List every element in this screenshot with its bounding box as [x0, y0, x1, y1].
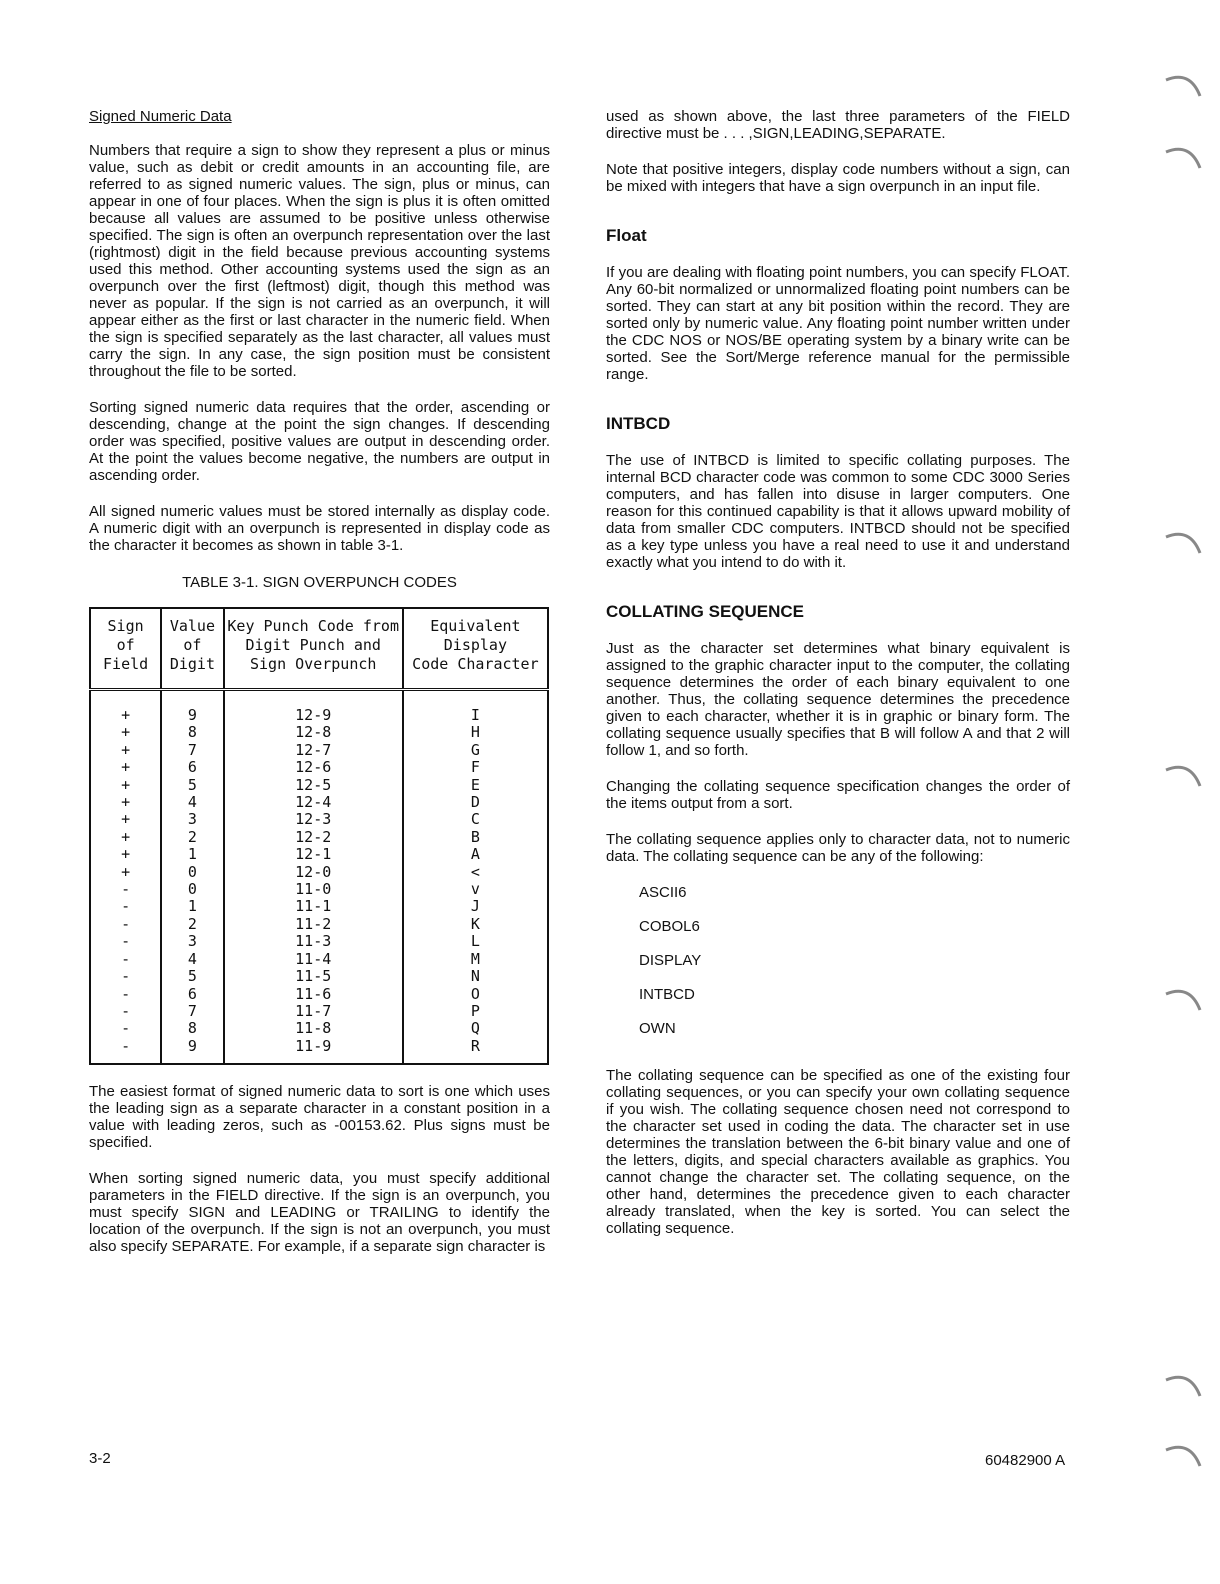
- table-cell: 11-4: [224, 951, 403, 968]
- sign-overpunch-table: [89, 607, 549, 1065]
- table-row: [90, 759, 548, 776]
- table-row: [90, 829, 548, 846]
- table-cell: +: [121, 775, 131, 794]
- collating-sequence-heading: COLLATING SEQUENCE: [606, 602, 805, 621]
- table-row: [90, 881, 548, 898]
- table-cell: 12-2: [224, 829, 403, 846]
- table-cell: N: [403, 968, 548, 985]
- table-row: [90, 951, 548, 968]
- table-cell: +: [121, 793, 131, 812]
- table-cell: +: [121, 740, 131, 759]
- table-cell: F: [403, 759, 548, 776]
- table-header-cell: Key Punch Code from Digit Punch and Sign Overpunch: [224, 608, 403, 690]
- table-caption: TABLE 3-1. SIGN OVERPUNCH CODES: [182, 574, 457, 591]
- table-cell: 1: [161, 846, 223, 863]
- table-cell: 11-3: [224, 933, 403, 950]
- table-header-cell: Equivalent Display Code Character: [403, 608, 548, 690]
- table-cell: -: [121, 1036, 131, 1055]
- table-cell: 12-0: [224, 864, 403, 881]
- paragraph: All signed numeric values must be stored internally as display code. A numeric digit with an overpunch is represented in display code as the character it becomes as shown in table 3-1.: [89, 503, 550, 554]
- float-heading: Float: [606, 226, 647, 245]
- table-header-cell: Sign of Field: [90, 608, 161, 690]
- table-cell: 11-1: [224, 898, 403, 915]
- page-number: 3-2: [89, 1450, 111, 1467]
- table-cell: -: [121, 967, 131, 986]
- table-cell: 3: [161, 811, 223, 828]
- table-cell: 4: [161, 794, 223, 811]
- binder-hole-mark: [1160, 758, 1204, 802]
- binder-hole-mark: [1160, 140, 1204, 184]
- table-cell: 6: [161, 986, 223, 1003]
- table-cell: E: [403, 777, 548, 794]
- table-header-row: [90, 608, 548, 690]
- table-cell: -: [121, 1001, 131, 1020]
- table-cell: 5: [161, 968, 223, 985]
- table-cell: 12-8: [224, 724, 403, 741]
- list-item: INTBCD: [639, 986, 695, 1003]
- table-row: [90, 898, 548, 915]
- table-cell: +: [121, 758, 131, 777]
- table-cell: 4: [161, 951, 223, 968]
- paragraph: used as shown above, the last three parameters of the FIELD directive must be . . . ,SIGN,LEADING,SEPARATE.: [606, 108, 1070, 142]
- table-cell: K: [403, 916, 548, 933]
- table-cell: P: [403, 1003, 548, 1020]
- table-cell: 11-0: [224, 881, 403, 898]
- intbcd-heading: INTBCD: [606, 414, 671, 433]
- paragraph: The collating sequence applies only to character data, not to numeric data. The collating sequence can be any of the following:: [606, 831, 1070, 865]
- table-row: [90, 1038, 548, 1064]
- paragraph: The collating sequence can be specified as one of the existing four collating sequences, or you can specify your own collating sequence if you wish. The collating sequence chosen need not correspond to the character set used in coding the data. The character set in use determines the translation between the 6-bit binary value and one of the letters, digits, and special characters available as graphics. You cannot change the character set. The collating sequence, on the other hand, determines the precedence given to each character already translated, when the key is sorted. You can select the collating sequence.: [606, 1067, 1070, 1237]
- table-cell: -: [121, 984, 131, 1003]
- table-header-cell: Value of Digit: [161, 608, 223, 690]
- table-cell: +: [121, 827, 131, 846]
- table-row: [90, 916, 548, 933]
- table-cell: +: [121, 723, 131, 742]
- table-cell: 11-8: [224, 1020, 403, 1037]
- table-cell: -: [121, 949, 131, 968]
- table-row: [90, 742, 548, 759]
- table-cell: J: [403, 898, 548, 915]
- table-cell: 12-5: [224, 777, 403, 794]
- right-column: [606, 108, 1070, 1256]
- table-cell: +: [121, 810, 131, 829]
- table-cell: 11-9: [224, 1038, 403, 1064]
- paragraph: The use of INTBCD is limited to specific collating purposes. The internal BCD character code was common to some CDC 3000 Series computers, and has fallen into disuse in larger computers. One reason for this continued capability is that it allows upward mobility of data from smaller CDC computers. INTBCD should not be specified as a key type unless you have a real need to use it and understand exactly what you intend to do with it.: [606, 452, 1070, 571]
- table-cell: 9: [161, 690, 223, 725]
- table-cell: 12-7: [224, 742, 403, 759]
- table-cell: 12-9: [224, 690, 403, 725]
- table-cell: -: [121, 1019, 131, 1038]
- table-cell: +: [121, 845, 131, 864]
- table-cell: B: [403, 829, 548, 846]
- paragraph: Sorting signed numeric data requires that the order, ascending or descending, change at the point the sign changes. If descending order was specified, positive values are output in descending order. At the point the values become negative, the numbers are output in ascending order.: [89, 399, 550, 484]
- table-cell: G: [403, 742, 548, 759]
- table-cell: 12-3: [224, 811, 403, 828]
- section-heading: Signed Numeric Data: [89, 108, 232, 125]
- table-cell: C: [403, 811, 548, 828]
- paragraph: Note that positive integers, display code numbers without a sign, can be mixed with integers that have a sign overpunch in an input file.: [606, 161, 1070, 195]
- paragraph: The easiest format of signed numeric data to sort is one which uses the leading sign as a separate character in a constant position in a value with leading zeros, such as -00153.62. Plus signs must be specified.: [89, 1083, 550, 1152]
- table-cell: 12-1: [224, 846, 403, 863]
- collating-sequence-list: [639, 884, 1070, 1037]
- table-cell: v: [403, 881, 548, 898]
- table-cell: D: [403, 794, 548, 811]
- paragraph: When sorting signed numeric data, you must specify additional parameters in the FIELD directive. If the sign is an overpunch, you must specify SIGN and LEADING or TRAILING to identify the location of the overpunch. If the sign is not an overpunch, you must also specify SEPARATE. For example, if a separate sign character is: [89, 1170, 550, 1256]
- table-cell: 0: [161, 881, 223, 898]
- binder-hole-mark: [1160, 525, 1204, 569]
- binder-hole-mark: [1160, 68, 1204, 112]
- binder-hole-mark: [1160, 1368, 1204, 1412]
- table-row: [90, 986, 548, 1003]
- table-cell: 2: [161, 829, 223, 846]
- table-cell: 11-5: [224, 968, 403, 985]
- table-row: [90, 690, 548, 725]
- table-cell: 12-4: [224, 794, 403, 811]
- table-cell: <: [403, 864, 548, 881]
- table-cell: 0: [161, 864, 223, 881]
- table-cell: Q: [403, 1020, 548, 1037]
- table-row: [90, 846, 548, 863]
- table-cell: 6: [161, 759, 223, 776]
- table-cell: +: [121, 706, 131, 724]
- table-row: [90, 794, 548, 811]
- table-row: [90, 968, 548, 985]
- document-number: 60482900 A: [985, 1452, 1066, 1469]
- table-cell: I: [403, 690, 548, 725]
- table-cell: 11-6: [224, 986, 403, 1003]
- table-cell: 11-7: [224, 1003, 403, 1020]
- table-cell: 12-6: [224, 759, 403, 776]
- table-row: [90, 933, 548, 950]
- table-row: [90, 864, 548, 881]
- table-cell: 8: [161, 724, 223, 741]
- table-body: [90, 690, 548, 1065]
- table-cell: R: [403, 1038, 548, 1064]
- table-cell: 2: [161, 916, 223, 933]
- table-row: [90, 1020, 548, 1037]
- table-row: [90, 724, 548, 741]
- paragraph: Changing the collating sequence specification changes the order of the items output from a sort.: [606, 778, 1070, 812]
- table-row: [90, 777, 548, 794]
- table-cell: 7: [161, 1003, 223, 1020]
- table-cell: -: [121, 914, 131, 933]
- table-cell: M: [403, 951, 548, 968]
- table-row: [90, 1003, 548, 1020]
- left-column: [89, 108, 550, 1274]
- table-cell: O: [403, 986, 548, 1003]
- table-cell: -: [121, 897, 131, 916]
- paragraph: If you are dealing with floating point numbers, you can specify FLOAT. Any 60-bit normalized or unnormalized floating point numbers can be sorted. They can start at any bit position within the record. They are sorted only by numeric value. Any floating point number written under the CDC NOS or NOS/BE operating system by a binary write can be sorted. See the Sort/Merge reference manual for the permissible range.: [606, 264, 1070, 383]
- table-cell: 8: [161, 1020, 223, 1037]
- binder-hole-mark: [1160, 1438, 1204, 1482]
- list-item: DISPLAY: [639, 952, 702, 969]
- table-cell: 3: [161, 933, 223, 950]
- paragraph: Just as the character set determines what binary equivalent is assigned to the graphic character input to the computer, the collating sequence determines the order of each binary equivalent to one another. Thus, the collating sequence determines the precedence given to each character, whether it is in graphic or binary form. The collating sequence usually specifies that B will follow A and that 2 will follow 1, and so forth.: [606, 640, 1070, 759]
- table-cell: 1: [161, 898, 223, 915]
- table-row: [90, 811, 548, 828]
- table-cell: 11-2: [224, 916, 403, 933]
- list-item: OWN: [639, 1020, 676, 1037]
- table-cell: A: [403, 846, 548, 863]
- table-cell: 5: [161, 777, 223, 794]
- table-cell: 7: [161, 742, 223, 759]
- table-cell: 9: [161, 1038, 223, 1064]
- list-item: COBOL6: [639, 918, 700, 935]
- table-cell: -: [121, 932, 131, 951]
- paragraph: Numbers that require a sign to show they represent a plus or minus value, such as debit or credit amounts in an accounting file, are referred to as signed numeric values. The sign, plus or minus, can appear in one of four places. When the sign is plus it is often omitted because all values are assumed to be positive unless otherwise specified. The sign is often an overpunch representation over the last (rightmost) digit in the field because previous accounting systems used this method. Other accounting systems used the sign as an overpunch over the first (leftmost) digit, though this method was never as popular. If the sign is not carried as an overpunch, it will appear either as the first or last character in the numeric field. When the sign is specified separately as the last character, all values must carry the sign. In any case, the sign position must be consistent throughout the file to be sorted.: [89, 142, 550, 380]
- table-cell: -: [121, 880, 131, 899]
- binder-hole-mark: [1160, 982, 1204, 1026]
- list-item: ASCII6: [639, 884, 687, 901]
- table-cell: +: [121, 862, 131, 881]
- table-cell: H: [403, 724, 548, 741]
- table-cell: L: [403, 933, 548, 950]
